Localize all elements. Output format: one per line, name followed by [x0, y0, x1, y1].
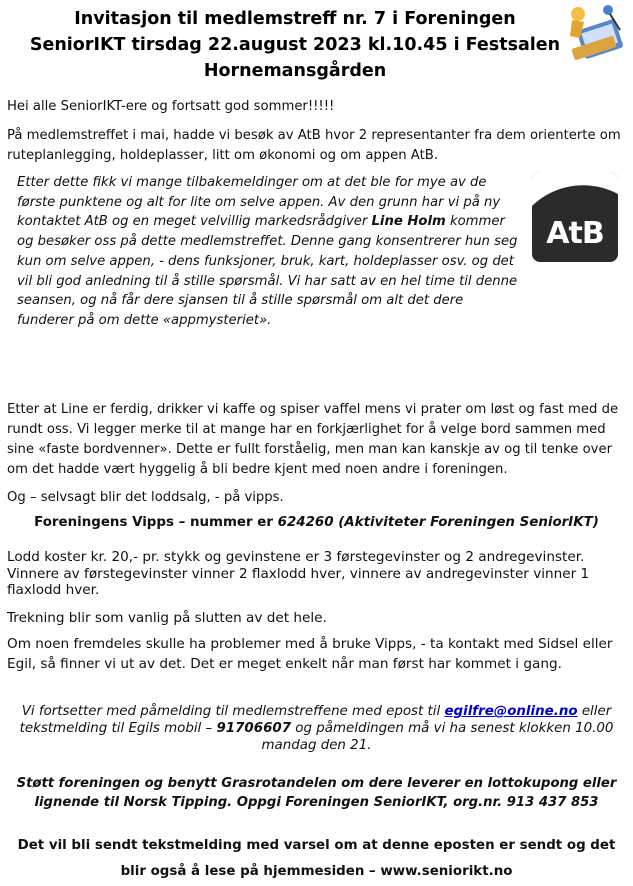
- text-segment: kontaktet AtB og en meget velvillig markedsrådgiver: [17, 214, 372, 230]
- footer-paragraph: [0, 833, 633, 885]
- paragraph-line: sine «faste bordvenner». Dette er fullt forståelig, men man kan kanskje av og til tenke over: [7, 442, 613, 457]
- vipps-label: Foreningens Vipps – nummer er: [34, 515, 278, 530]
- italic-paragraph: [17, 173, 517, 331]
- vipps-number: [0, 515, 633, 530]
- paragraph-line: rundt oss. Vi legger merke til at mange har en forkjærlighet for å velge bord sammen med: [7, 422, 606, 437]
- paragraph-may: [7, 126, 621, 166]
- text-segment: og påmeldingen må vi ha senest klokken 10.00: [291, 721, 614, 736]
- paragraph-line: Vinnere av førstegevinster vinner 2 flaxlodd hver, vinnere av andregevinster vinner 1: [7, 565, 590, 582]
- paragraph-line: om det hadde vært hyggelig å bli bedre kjent med noen andre i foreningen.: [7, 462, 508, 477]
- paragraph-line: blir også å lese på hjemmesiden – www.seniorikt.no: [120, 864, 513, 879]
- paragraph-line: og besøker oss på dette medlemstreffet. Denne gang konsentrerer hun seg: [17, 234, 518, 250]
- paragraph-line: [0, 703, 633, 720]
- paragraph-line: På medlemstreffet i mai, hadde vi besøk av AtB hvor 2 representanter fra dem orienterte om: [7, 128, 621, 143]
- paragraph-line: første punktene og alt for lite om selve appen. Av den grunn har vi på ny: [17, 194, 501, 210]
- page-title: [0, 6, 590, 84]
- phone-number: 91706607: [216, 721, 292, 736]
- paragraph-line: Egil, så finner vi ut av det. Det er meget enkelt når man først har kommet i gang.: [7, 656, 562, 672]
- computer-clipart-icon: [560, 2, 624, 60]
- paragraph-line: seansen, og nå får dere sjansen til å stille spørsmål om alt det dere: [17, 293, 464, 309]
- email-link[interactable]: egilfre@online.no: [444, 704, 578, 719]
- paragraph-line: kun om selve appen, - dens funksjoner, bruk, kart, holdeplasser osv. og det: [17, 253, 514, 269]
- text-segment: eller: [577, 704, 612, 719]
- paragraph-line: funderer på om dette «appmysteriet».: [17, 312, 272, 328]
- title-line-2: SeniorIKT tirsdag 22.august 2023 kl.10.45 i Festsalen: [29, 35, 561, 55]
- text-segment: Vi fortsetter med påmelding til medlemstreffene med epost til: [21, 704, 445, 719]
- draw-text: Trekning blir som vanlig på slutten av det hele.: [7, 610, 327, 626]
- paragraph-line: Lodd koster kr. 20,- pr. stykk og gevinstene er 3 førstegevinster og 2 andregevinster.: [7, 549, 585, 565]
- paragraph-line: Etter dette fikk vi mange tilbakemeldinger om at det ble for mye av de: [17, 175, 487, 190]
- paragraph-line: ruteplanlegging, holdeplasser, litt om økonomi og om appen AtB.: [7, 148, 439, 163]
- paragraph-coffee: [7, 400, 618, 480]
- paragraph-line: Om noen fremdeles skulle ha problemer med å bruke Vipps, - ta kontakt med Sidsel eller: [7, 636, 613, 652]
- paragraph-line: Etter at Line er ferdig, drikker vi kaffe og spiser vaffel mens vi prater om løst og fast med de: [7, 402, 619, 417]
- atb-logo-text: AtB: [546, 216, 604, 251]
- title-line-1: Invitasjon til medlemstreff nr. 7 i Foreningen: [74, 9, 516, 29]
- vipps-value: 624260 (Aktiviteter Foreningen SeniorIKT): [277, 515, 599, 530]
- text-segment: tekstmelding til Egils mobil –: [19, 721, 217, 736]
- paragraph-line: mandag den 21.: [261, 738, 372, 753]
- paragraph-line: Støtt foreningen og benytt Grasrotandelen om dere leverer en lottokupong eller: [16, 776, 617, 791]
- paragraph-line: flaxlodd hver.: [7, 582, 100, 598]
- text-segment: kommer: [445, 214, 505, 230]
- title-line-3: Hornemansgården: [203, 61, 387, 81]
- lottery-intro: Og – selvsagt blir det loddsalg, - på vipps.: [7, 490, 284, 505]
- grasrot-paragraph: [0, 774, 633, 812]
- paragraph-line: vil bli god anledning til å stille spørsmål. Vi har satt av en hel time til denne: [17, 273, 518, 289]
- prizes-paragraph: [7, 549, 589, 599]
- atb-logo: [532, 172, 618, 262]
- contact-name: Line Holm: [371, 214, 446, 230]
- paragraph-line: [0, 720, 633, 737]
- help-paragraph: [7, 634, 612, 674]
- paragraph-line: Det vil bli sendt tekstmelding med varsel om at denne eposten er sendt og det: [17, 838, 616, 853]
- greeting: Hei alle SeniorIKT-ere og fortsatt god sommer!!!!!: [7, 99, 335, 114]
- signup-paragraph: [0, 703, 633, 754]
- paragraph-line: [17, 212, 517, 232]
- paragraph-line: lignende til Norsk Tipping. Oppgi Foreningen SeniorIKT, org.nr. 913 437 853: [34, 795, 599, 810]
